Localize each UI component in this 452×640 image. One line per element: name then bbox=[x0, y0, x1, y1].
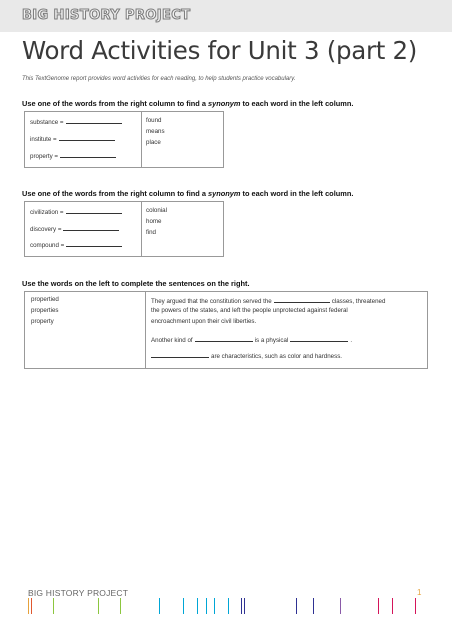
word-option: find bbox=[146, 229, 156, 236]
page-number: 1 bbox=[417, 588, 422, 597]
section3-instruction: Use the words on the left to complete the sentences on the right. bbox=[22, 279, 250, 288]
instruction-text: to each word in the left column. bbox=[242, 189, 354, 198]
brand-logo: BIG HISTORY PROJECT bbox=[22, 8, 191, 23]
page-title: Word Activities for Unit 3 (part 2) bbox=[22, 36, 418, 65]
color-tick bbox=[244, 598, 245, 614]
word-option: means bbox=[146, 128, 165, 135]
word-option: property bbox=[31, 318, 54, 325]
color-tick bbox=[120, 598, 121, 614]
color-tick bbox=[296, 598, 297, 614]
instruction-text: Use one of the words from the right column to find a bbox=[22, 99, 206, 108]
color-tick bbox=[415, 598, 416, 614]
answer-blank[interactable] bbox=[195, 335, 253, 342]
word-option: properties bbox=[31, 307, 59, 314]
color-tick bbox=[98, 598, 99, 614]
color-tick bbox=[340, 598, 341, 614]
word-option: home bbox=[146, 218, 162, 225]
footer-brand: BIG HISTORY PROJECT bbox=[28, 588, 129, 598]
section2-table bbox=[24, 201, 224, 257]
color-tick bbox=[392, 598, 393, 614]
entry-civilization: civilization = bbox=[30, 207, 122, 216]
instruction-text: to each word in the left column. bbox=[242, 99, 354, 108]
answer-blank[interactable] bbox=[66, 117, 122, 124]
footer-color-ticks bbox=[0, 598, 452, 618]
section1-table bbox=[24, 111, 224, 168]
header-bar bbox=[0, 0, 452, 32]
word-option: propertied bbox=[31, 296, 59, 303]
answer-blank[interactable] bbox=[66, 240, 122, 247]
section1-instruction bbox=[22, 99, 442, 108]
word-option: found bbox=[146, 117, 162, 124]
sentence-2: Another kind of is a physical . bbox=[151, 337, 353, 344]
section2-instruction bbox=[22, 189, 442, 198]
word-option: place bbox=[146, 139, 161, 146]
color-tick bbox=[197, 598, 198, 614]
answer-blank[interactable] bbox=[151, 351, 209, 358]
color-tick bbox=[53, 598, 54, 614]
sentence-1-line-2: the powers of the states, and left the people unprotected against federal bbox=[151, 307, 348, 314]
intro-text: This TextGenome report provides word activities for each reading, to help students practice vocabulary. bbox=[22, 76, 296, 82]
entry-substance: substance = bbox=[30, 117, 122, 126]
color-tick bbox=[241, 598, 242, 614]
color-tick bbox=[313, 598, 314, 614]
left-column bbox=[25, 292, 146, 368]
color-tick bbox=[228, 598, 229, 614]
entry-compound: compound = bbox=[30, 240, 122, 249]
section3-table bbox=[24, 291, 428, 369]
color-tick bbox=[28, 598, 29, 614]
color-tick bbox=[31, 598, 32, 614]
answer-blank[interactable] bbox=[290, 335, 348, 342]
answer-blank[interactable] bbox=[60, 151, 116, 158]
entry-discovery: discovery = bbox=[30, 224, 119, 233]
answer-blank[interactable] bbox=[63, 224, 119, 231]
entry-property: property = bbox=[30, 151, 116, 160]
color-tick bbox=[378, 598, 379, 614]
color-tick bbox=[183, 598, 184, 614]
color-tick bbox=[159, 598, 160, 614]
word-option: colonial bbox=[146, 207, 167, 214]
sentence-1-line-3: encroachment upon their civil liberties. bbox=[151, 318, 257, 325]
sentence-1-line-1: They argued that the constitution served the classes, threatened bbox=[151, 298, 386, 305]
color-tick bbox=[206, 598, 207, 614]
answer-blank[interactable] bbox=[66, 207, 122, 214]
answer-blank[interactable] bbox=[274, 296, 330, 303]
instruction-emphasis: synonym bbox=[208, 99, 241, 108]
entry-institute: institute = bbox=[30, 134, 115, 143]
answer-blank[interactable] bbox=[59, 134, 115, 141]
color-tick bbox=[214, 598, 215, 614]
instruction-emphasis: synonym bbox=[208, 189, 241, 198]
sentence-3: are characteristics, such as color and hardness. bbox=[151, 351, 342, 360]
instruction-text: Use one of the words from the right column to find a bbox=[22, 189, 206, 198]
